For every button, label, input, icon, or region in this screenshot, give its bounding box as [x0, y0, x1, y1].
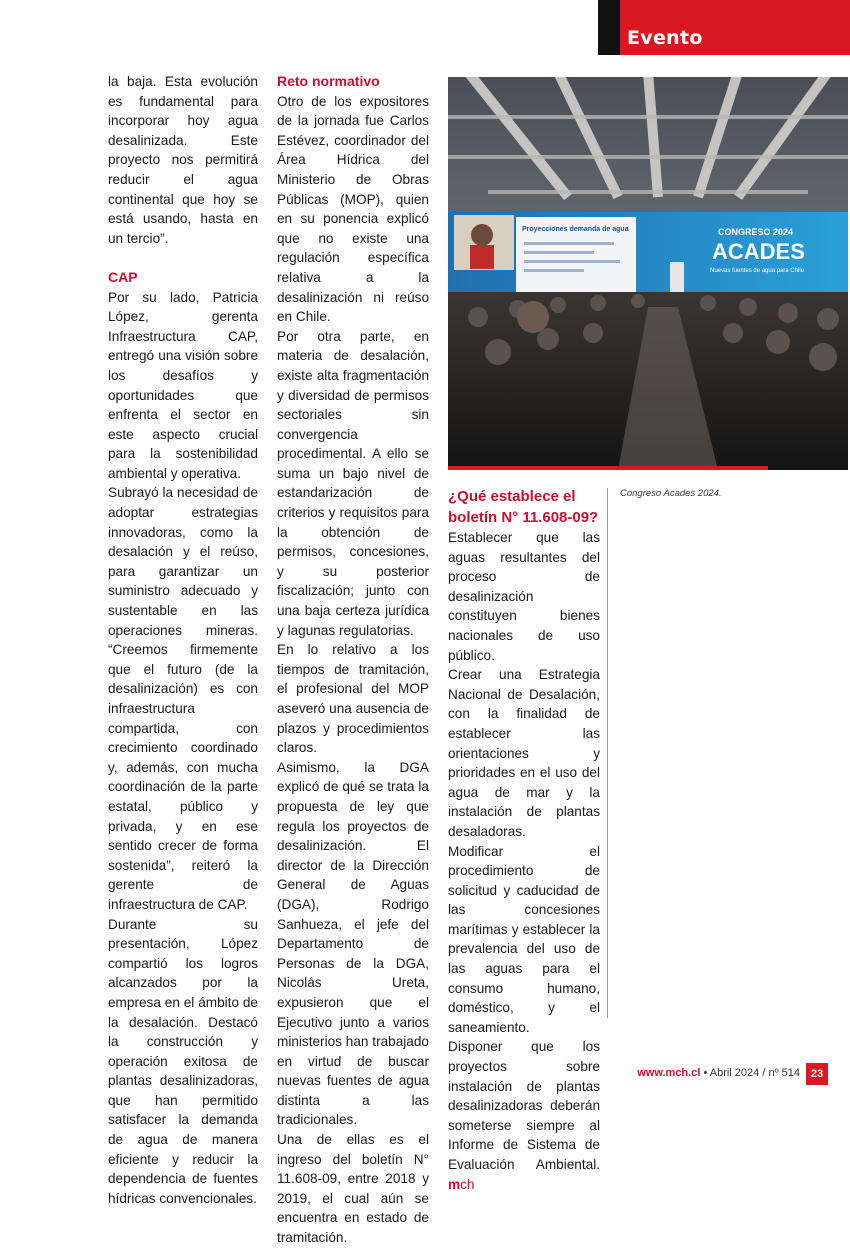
event-photo: [448, 77, 848, 470]
footer: [560, 1067, 800, 1079]
col3-paragraph-3: Modificar el procedimiento de solicitud y caducidad de las concesiones marítimas y establecer la prevalencia del uso de las aguas para el consumo humano, doméstico, y el saneamiento.: [448, 843, 600, 1035]
banner-line-2: ACADES: [712, 239, 805, 264]
col3-paragraph-1: Establecer que las aguas resultantes del proceso de desalinización constituyen bienes nacionales de uso público.: [448, 530, 600, 663]
column-divider: [607, 488, 608, 1018]
col2-paragraph-1: Otro de los expositores de la jornada fue Carlos Estévez, coordinador del Área Hídrica del Ministerio de Obras Públicas (MOP), quien en su ponencia explicó que no existe una regulación específica relativa a la desalinización ni reúso en Chile.: [277, 93, 429, 325]
photo-accent-bar: [448, 466, 768, 470]
col3-paragraph-4-text: Disponer que los proyectos sobre instalación de plantas desalinizadoras deberán someterse siempre al Informe de Sistema de Evaluación Ambiental.: [448, 1039, 600, 1172]
col1-paragraph-1: la baja. Esta evolución es fundamental para incorporar hoy agua desalinizada. Este proyecto nos permitirá reducir el agua continental que hoy se está usando, hasta en un tercio”.: [108, 74, 258, 246]
footer-url: www.mch.cl: [637, 1067, 701, 1079]
mch-signature-ch: ch: [460, 1176, 475, 1192]
column-1: [108, 72, 258, 1208]
banner-line-1: CONGRESO 2024: [718, 227, 794, 237]
col1-paragraph-4: Durante su presentación, López compartió los logros alcanzados por la empresa en el ámbito de la desalación. Destacó la construcción y operación exitosa de plantas desalinizadoras, que han permitido satisfacer la demanda de agua de manera eficiente y reducir la dependencia de fuentes hídricas convencionales.: [108, 916, 258, 1206]
col1-paragraph-2: Por su lado, Patricia López, gerenta Infraestructura CAP, entregó una visión sobre los desafíos y oportunidades que enfrenta el sector en este aspecto crucial para la sostenibilidad ambiental y operativa.: [108, 289, 258, 481]
slide-title: Proyecciones demanda de agua: [522, 226, 629, 233]
page-number: 23: [806, 1063, 828, 1085]
photo-credit-text: Foto: Gentileza B2B Media Group: [448, 477, 457, 605]
col1-paragraph-3: Subrayó la necesidad de adoptar estrategias innovadoras, como la desalación y el reúso, para garantizar un suministro adecuado y sustentable en las operaciones mineras. “Creemos firmemente que el futuro (de la desalinización) es con infraestructura compartida, con crecimiento coordinado y, además, con mucha coordinación de la parte estatal, público y privada, y en ese sentido crecer de forma sostenida”, reiteró la gerente de infraestructura de CAP.: [108, 485, 258, 912]
photo-caption: Congreso Acades 2024.: [620, 488, 722, 499]
col2-paragraph-2: Por otra parte, en materia de desalación, existe alta fragmentación y diversidad de permisos sectoriales sin convergencia procedimental. A ello se suma un bajo nivel de estandarización de criterios y requisitos para la obtención de permisos, concesiones, y su posterior fiscalización; junto con una baja certeza jurídica y lagunas regulatorias.: [277, 328, 429, 638]
col2-paragraph-5: Una de ellas es el ingreso del boletín N° 11.608-09, entre 2018 y 2019, el cual aún se encuentra en estado de tramitación.: [277, 1132, 429, 1246]
section-tag-accent: [598, 0, 620, 55]
mch-signature-m: m: [448, 1176, 461, 1192]
col2-paragraph-3: En lo relativo a los tiempos de tramitación, el profesional del MOP aseveró una ausencia de plazos y procedimientos claros.: [277, 642, 429, 756]
column-3-sidebar: [448, 486, 600, 1194]
col3-paragraph-4: [448, 1037, 600, 1194]
section-tag-label: Evento: [627, 27, 703, 49]
col3-subheading: ¿Qué establece el boletín N° 11.608-09?: [448, 488, 599, 526]
conference-hall-illustration: [448, 77, 848, 470]
footer-issue: • Abril 2024 / nº 514: [700, 1067, 800, 1079]
col2-subheading: Reto normativo: [277, 73, 380, 89]
column-2: [277, 72, 429, 1248]
banner-line-3: Nuevas fuentes de agua para Chile: [710, 268, 805, 274]
col1-subheading: CAP: [108, 268, 138, 285]
col3-paragraph-2: Crear una Estrategia Nacional de Desalación, con la finalidad de establecer las orientaciones y prioridades en el uso del agua de mar y la instalación de plantas desaladoras.: [448, 667, 600, 839]
col2-paragraph-4: Asimismo, la DGA explicó de qué se trata la propuesta de ley que regula los proyectos de desalinización. El director de la Dirección General de Aguas (DGA), Rodrigo Sanhueza, el jefe del Departamento de Personas de la DGA, Nicolás Ureta, expusieron que el Ejecutivo junto a varios ministerios han trabajado en virtud de buscar nuevas fuentes de agua distinta a las tradicionales.: [277, 759, 429, 1128]
